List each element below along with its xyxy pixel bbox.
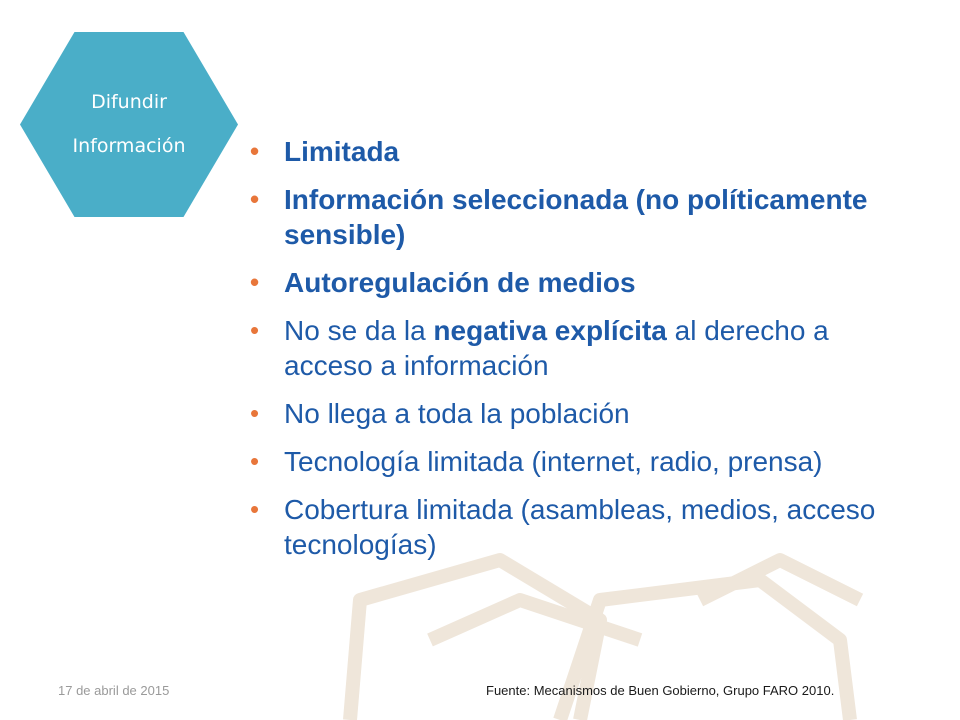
footer-date: 17 de abril de 2015: [58, 683, 170, 698]
bullet-item: [248, 313, 888, 383]
bullet-item: • Autoregulación de medios: [248, 265, 888, 300]
bullet-item: • Cobertura limitada (asambleas, medios, acceso tecnologías): [248, 492, 888, 562]
footer-source: Fuente: Mecanismos de Buen Gobierno, Grupo FARO 2010.: [486, 683, 835, 698]
hexagon-label-line1: Difundir: [91, 91, 167, 113]
hexagon-label: [20, 80, 238, 168]
bullet-text-emphasis: negativa explícita: [433, 315, 667, 346]
hexagon-label-line2: Información: [72, 135, 186, 157]
bullet-item: • Información seleccionada (no políticamente sensible): [248, 182, 888, 252]
bullet-item: • Tecnología limitada (internet, radio, prensa): [248, 444, 888, 479]
bullet-item: • Limitada: [248, 134, 888, 169]
bullet-list: [248, 134, 888, 575]
bullet-text-pre: No se da la: [284, 315, 434, 346]
bullet-item: • No llega a toda la población: [248, 396, 888, 431]
bullet-text-post: al derecho a acceso a información: [284, 315, 829, 381]
